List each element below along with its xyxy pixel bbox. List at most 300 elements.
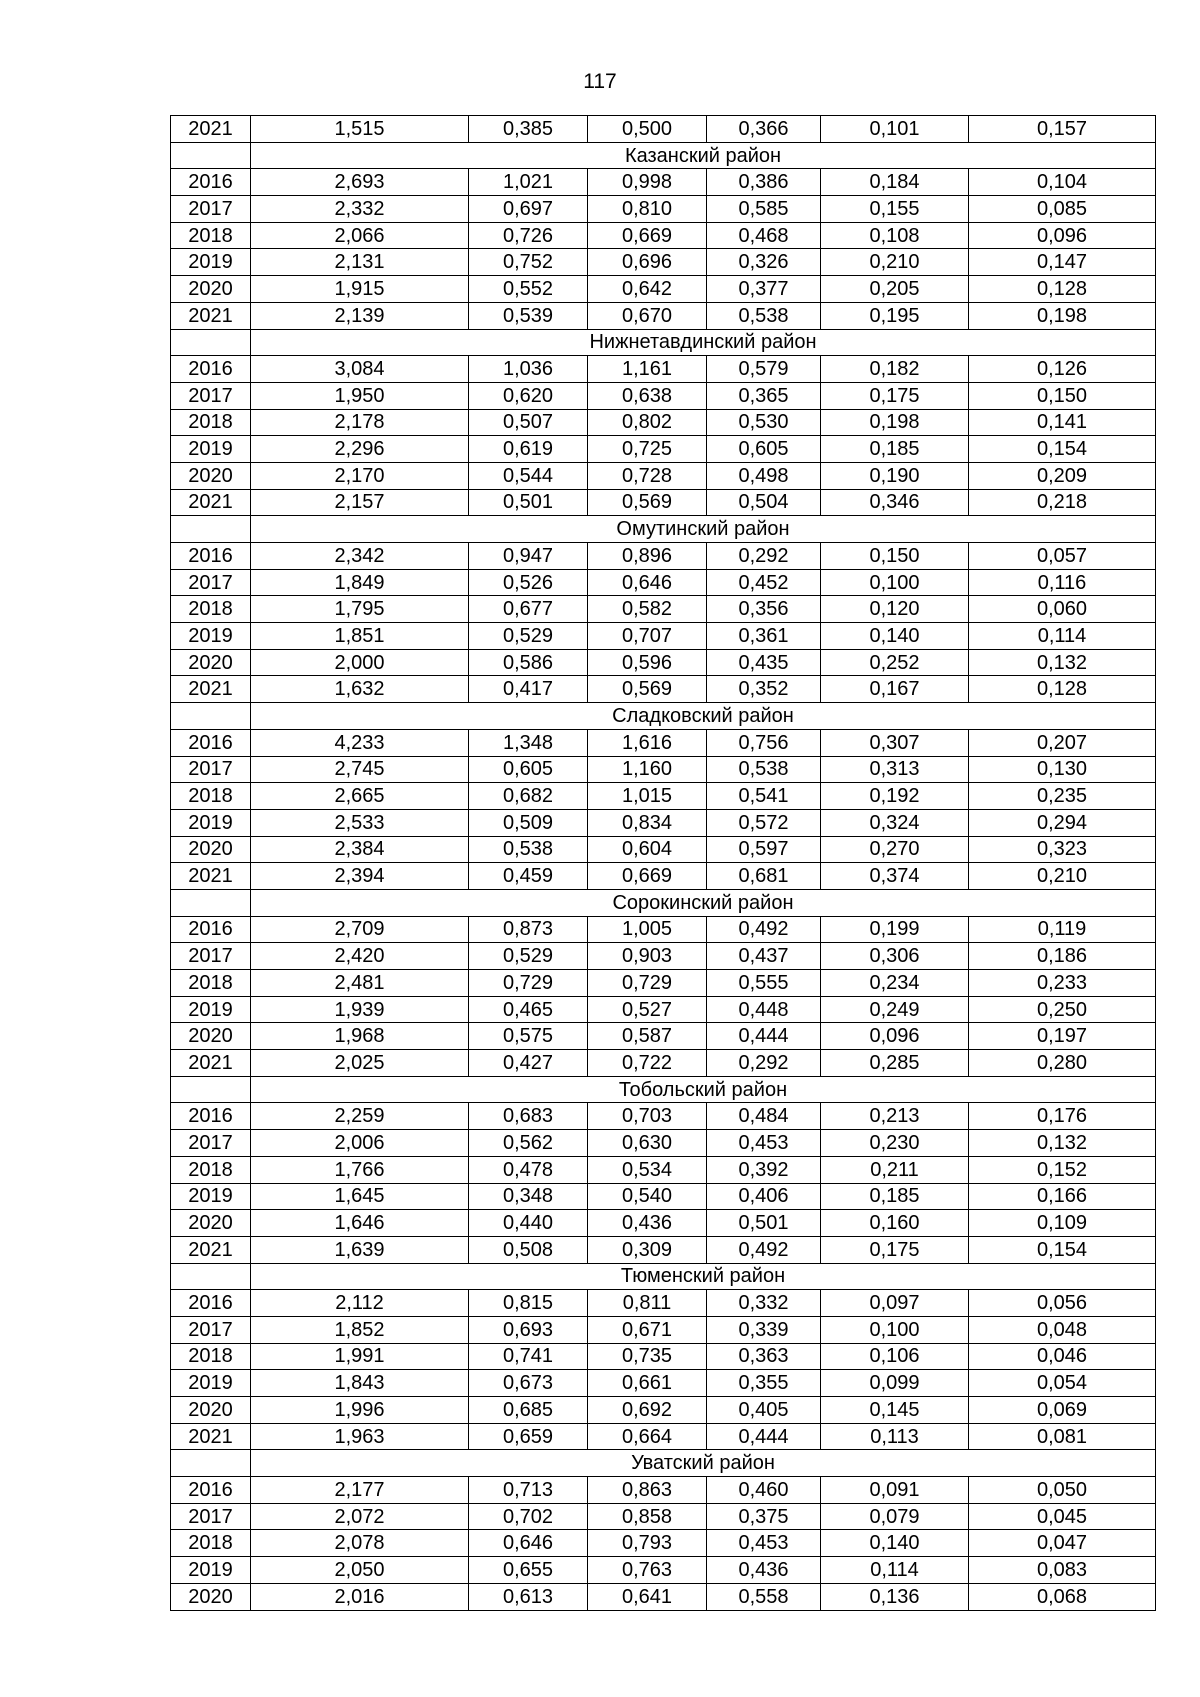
value-cell: 2,139 xyxy=(251,302,469,329)
region-name: Нижнетавдинский район xyxy=(251,329,1156,356)
value-cell: 0,307 xyxy=(821,729,969,756)
value-cell: 0,572 xyxy=(707,809,821,836)
table-row xyxy=(171,222,1156,249)
table-row xyxy=(171,1316,1156,1343)
empty-cell xyxy=(171,1076,251,1103)
value-cell: 0,763 xyxy=(588,1557,707,1584)
value-cell: 0,834 xyxy=(588,809,707,836)
value-cell: 1,616 xyxy=(588,729,707,756)
value-cell: 0,815 xyxy=(469,1290,588,1317)
empty-cell xyxy=(171,889,251,916)
value-cell: 0,106 xyxy=(821,1343,969,1370)
value-cell: 0,140 xyxy=(821,1530,969,1557)
year-cell: 2016 xyxy=(171,1103,251,1130)
value-cell: 0,527 xyxy=(588,996,707,1023)
value-cell: 0,147 xyxy=(969,249,1156,276)
value-cell: 2,332 xyxy=(251,196,469,223)
table-row xyxy=(171,569,1156,596)
value-cell: 0,752 xyxy=(469,249,588,276)
table-row xyxy=(171,196,1156,223)
value-cell: 0,141 xyxy=(969,409,1156,436)
value-cell: 0,873 xyxy=(469,916,588,943)
region-name: Сладковский район xyxy=(251,703,1156,730)
year-cell: 2016 xyxy=(171,916,251,943)
value-cell: 0,056 xyxy=(969,1290,1156,1317)
value-cell: 0,176 xyxy=(969,1103,1156,1130)
table-row xyxy=(171,729,1156,756)
year-cell: 2018 xyxy=(171,1156,251,1183)
value-cell: 0,492 xyxy=(707,916,821,943)
table-row xyxy=(171,1583,1156,1610)
empty-cell xyxy=(171,1450,251,1477)
value-cell: 2,131 xyxy=(251,249,469,276)
value-cell: 0,587 xyxy=(588,1023,707,1050)
value-cell: 0,802 xyxy=(588,409,707,436)
year-cell: 2021 xyxy=(171,863,251,890)
value-cell: 2,066 xyxy=(251,222,469,249)
value-cell: 0,459 xyxy=(469,863,588,890)
value-cell: 1,849 xyxy=(251,569,469,596)
value-cell: 1,645 xyxy=(251,1183,469,1210)
value-cell: 2,665 xyxy=(251,783,469,810)
year-cell: 2020 xyxy=(171,836,251,863)
value-cell: 0,569 xyxy=(588,676,707,703)
year-cell: 2020 xyxy=(171,276,251,303)
table-row xyxy=(171,489,1156,516)
value-cell: 0,484 xyxy=(707,1103,821,1130)
value-cell: 0,057 xyxy=(969,543,1156,570)
value-cell: 0,294 xyxy=(969,809,1156,836)
value-cell: 0,540 xyxy=(588,1183,707,1210)
value-cell: 0,096 xyxy=(821,1023,969,1050)
value-cell: 0,756 xyxy=(707,729,821,756)
value-cell: 0,582 xyxy=(588,596,707,623)
value-cell: 1,996 xyxy=(251,1397,469,1424)
table-row xyxy=(171,943,1156,970)
value-cell: 0,659 xyxy=(469,1423,588,1450)
value-cell: 3,084 xyxy=(251,356,469,383)
value-cell: 1,515 xyxy=(251,116,469,143)
value-cell: 0,597 xyxy=(707,836,821,863)
table-row xyxy=(171,863,1156,890)
table-row xyxy=(171,1023,1156,1050)
value-cell: 0,140 xyxy=(821,623,969,650)
value-cell: 0,646 xyxy=(588,569,707,596)
value-cell: 0,448 xyxy=(707,996,821,1023)
value-cell: 0,696 xyxy=(588,249,707,276)
value-cell: 0,435 xyxy=(707,649,821,676)
value-cell: 0,150 xyxy=(969,382,1156,409)
table-row xyxy=(171,783,1156,810)
table-row xyxy=(171,169,1156,196)
value-cell: 1,939 xyxy=(251,996,469,1023)
table-row xyxy=(171,1477,1156,1504)
value-cell: 0,339 xyxy=(707,1316,821,1343)
value-cell: 0,562 xyxy=(469,1130,588,1157)
value-cell: 0,579 xyxy=(707,356,821,383)
table-row xyxy=(171,1343,1156,1370)
value-cell: 0,619 xyxy=(469,436,588,463)
value-cell: 0,713 xyxy=(469,1477,588,1504)
value-cell: 0,693 xyxy=(469,1316,588,1343)
year-cell: 2018 xyxy=(171,1343,251,1370)
value-cell: 0,664 xyxy=(588,1423,707,1450)
table-row xyxy=(171,1050,1156,1077)
value-cell: 0,209 xyxy=(969,462,1156,489)
region-header-row xyxy=(171,889,1156,916)
value-cell: 0,045 xyxy=(969,1503,1156,1530)
year-cell: 2018 xyxy=(171,783,251,810)
value-cell: 0,641 xyxy=(588,1583,707,1610)
value-cell: 0,280 xyxy=(969,1050,1156,1077)
value-cell: 0,060 xyxy=(969,596,1156,623)
value-cell: 0,097 xyxy=(821,1290,969,1317)
year-cell: 2021 xyxy=(171,1050,251,1077)
value-cell: 2,693 xyxy=(251,169,469,196)
value-cell: 0,186 xyxy=(969,943,1156,970)
value-cell: 0,569 xyxy=(588,489,707,516)
value-cell: 0,620 xyxy=(469,382,588,409)
value-cell: 1,021 xyxy=(469,169,588,196)
value-cell: 0,427 xyxy=(469,1050,588,1077)
table-row xyxy=(171,649,1156,676)
year-cell: 2016 xyxy=(171,543,251,570)
value-cell: 0,682 xyxy=(469,783,588,810)
table-body xyxy=(171,116,1156,1611)
value-cell: 0,453 xyxy=(707,1530,821,1557)
value-cell: 0,128 xyxy=(969,676,1156,703)
year-cell: 2018 xyxy=(171,1530,251,1557)
value-cell: 0,596 xyxy=(588,649,707,676)
value-cell: 0,365 xyxy=(707,382,821,409)
value-cell: 0,509 xyxy=(469,809,588,836)
value-cell: 2,050 xyxy=(251,1557,469,1584)
table-row xyxy=(171,1423,1156,1450)
empty-cell xyxy=(171,1263,251,1290)
value-cell: 0,539 xyxy=(469,302,588,329)
value-cell: 0,947 xyxy=(469,543,588,570)
table-row xyxy=(171,1130,1156,1157)
value-cell: 0,104 xyxy=(969,169,1156,196)
value-cell: 1,915 xyxy=(251,276,469,303)
year-cell: 2016 xyxy=(171,1290,251,1317)
table-row xyxy=(171,970,1156,997)
value-cell: 0,460 xyxy=(707,1477,821,1504)
value-cell: 0,132 xyxy=(969,649,1156,676)
value-cell: 1,852 xyxy=(251,1316,469,1343)
region-header-row xyxy=(171,1450,1156,1477)
value-cell: 0,683 xyxy=(469,1103,588,1130)
value-cell: 0,113 xyxy=(821,1423,969,1450)
value-cell: 4,233 xyxy=(251,729,469,756)
value-cell: 0,128 xyxy=(969,276,1156,303)
value-cell: 2,170 xyxy=(251,462,469,489)
table-row xyxy=(171,1397,1156,1424)
table-row xyxy=(171,1290,1156,1317)
year-cell: 2017 xyxy=(171,196,251,223)
value-cell: 0,046 xyxy=(969,1343,1156,1370)
table-row xyxy=(171,756,1156,783)
empty-cell xyxy=(171,703,251,730)
value-cell: 0,154 xyxy=(969,1236,1156,1263)
value-cell: 2,157 xyxy=(251,489,469,516)
value-cell: 0,538 xyxy=(707,302,821,329)
table-row xyxy=(171,543,1156,570)
year-cell: 2020 xyxy=(171,462,251,489)
year-cell: 2016 xyxy=(171,356,251,383)
value-cell: 0,126 xyxy=(969,356,1156,383)
value-cell: 0,160 xyxy=(821,1210,969,1237)
year-cell: 2017 xyxy=(171,1130,251,1157)
value-cell: 0,501 xyxy=(469,489,588,516)
year-cell: 2017 xyxy=(171,943,251,970)
value-cell: 1,036 xyxy=(469,356,588,383)
table-row xyxy=(171,1370,1156,1397)
value-cell: 0,348 xyxy=(469,1183,588,1210)
value-cell: 0,728 xyxy=(588,462,707,489)
value-cell: 0,810 xyxy=(588,196,707,223)
value-cell: 0,207 xyxy=(969,729,1156,756)
value-cell: 0,406 xyxy=(707,1183,821,1210)
value-cell: 0,669 xyxy=(588,863,707,890)
value-cell: 1,991 xyxy=(251,1343,469,1370)
value-cell: 0,655 xyxy=(469,1557,588,1584)
value-cell: 0,392 xyxy=(707,1156,821,1183)
value-cell: 0,417 xyxy=(469,676,588,703)
region-header-row xyxy=(171,1076,1156,1103)
year-cell: 2018 xyxy=(171,409,251,436)
year-cell: 2019 xyxy=(171,249,251,276)
table-row xyxy=(171,676,1156,703)
value-cell: 2,481 xyxy=(251,970,469,997)
value-cell: 0,250 xyxy=(969,996,1156,1023)
value-cell: 0,145 xyxy=(821,1397,969,1424)
value-cell: 1,161 xyxy=(588,356,707,383)
table-row xyxy=(171,1503,1156,1530)
value-cell: 0,108 xyxy=(821,222,969,249)
value-cell: 0,352 xyxy=(707,676,821,703)
value-cell: 0,726 xyxy=(469,222,588,249)
year-cell: 2020 xyxy=(171,1397,251,1424)
value-cell: 0,538 xyxy=(707,756,821,783)
value-cell: 0,068 xyxy=(969,1583,1156,1610)
value-cell: 0,054 xyxy=(969,1370,1156,1397)
value-cell: 0,585 xyxy=(707,196,821,223)
value-cell: 0,192 xyxy=(821,783,969,810)
year-cell: 2017 xyxy=(171,756,251,783)
value-cell: 0,507 xyxy=(469,409,588,436)
value-cell: 0,101 xyxy=(821,116,969,143)
region-header-row xyxy=(171,703,1156,730)
year-cell: 2019 xyxy=(171,436,251,463)
value-cell: 1,015 xyxy=(588,783,707,810)
value-cell: 0,361 xyxy=(707,623,821,650)
value-cell: 0,642 xyxy=(588,276,707,303)
year-cell: 2019 xyxy=(171,1370,251,1397)
value-cell: 0,677 xyxy=(469,596,588,623)
year-cell: 2020 xyxy=(171,649,251,676)
year-cell: 2019 xyxy=(171,996,251,1023)
value-cell: 0,100 xyxy=(821,569,969,596)
region-name: Уватский район xyxy=(251,1450,1156,1477)
value-cell: 0,175 xyxy=(821,1236,969,1263)
value-cell: 2,533 xyxy=(251,809,469,836)
value-cell: 1,950 xyxy=(251,382,469,409)
table-row xyxy=(171,462,1156,489)
value-cell: 0,210 xyxy=(821,249,969,276)
value-cell: 0,377 xyxy=(707,276,821,303)
value-cell: 0,252 xyxy=(821,649,969,676)
value-cell: 0,374 xyxy=(821,863,969,890)
value-cell: 2,709 xyxy=(251,916,469,943)
table-row xyxy=(171,116,1156,143)
value-cell: 0,114 xyxy=(969,623,1156,650)
year-cell: 2019 xyxy=(171,623,251,650)
year-cell: 2018 xyxy=(171,222,251,249)
value-cell: 0,306 xyxy=(821,943,969,970)
value-cell: 0,114 xyxy=(821,1557,969,1584)
table-row xyxy=(171,276,1156,303)
page-number: 117 xyxy=(583,70,617,93)
year-cell: 2018 xyxy=(171,596,251,623)
value-cell: 0,152 xyxy=(969,1156,1156,1183)
value-cell: 0,529 xyxy=(469,623,588,650)
value-cell: 0,213 xyxy=(821,1103,969,1130)
region-name: Казанский район xyxy=(251,142,1156,169)
value-cell: 0,575 xyxy=(469,1023,588,1050)
value-cell: 0,661 xyxy=(588,1370,707,1397)
empty-cell xyxy=(171,142,251,169)
value-cell: 0,048 xyxy=(969,1316,1156,1343)
value-cell: 0,157 xyxy=(969,116,1156,143)
value-cell: 2,177 xyxy=(251,1477,469,1504)
value-cell: 0,166 xyxy=(969,1183,1156,1210)
table-row xyxy=(171,623,1156,650)
table-row xyxy=(171,809,1156,836)
value-cell: 0,119 xyxy=(969,916,1156,943)
year-cell: 2016 xyxy=(171,729,251,756)
value-cell: 0,673 xyxy=(469,1370,588,1397)
value-cell: 0,313 xyxy=(821,756,969,783)
value-cell: 0,050 xyxy=(969,1477,1156,1504)
value-cell: 2,006 xyxy=(251,1130,469,1157)
value-cell: 0,292 xyxy=(707,543,821,570)
value-cell: 2,420 xyxy=(251,943,469,970)
value-cell: 0,436 xyxy=(588,1210,707,1237)
value-cell: 0,529 xyxy=(469,943,588,970)
value-cell: 0,998 xyxy=(588,169,707,196)
value-cell: 0,385 xyxy=(469,116,588,143)
value-cell: 0,249 xyxy=(821,996,969,1023)
value-cell: 0,324 xyxy=(821,809,969,836)
value-cell: 0,326 xyxy=(707,249,821,276)
value-cell: 0,182 xyxy=(821,356,969,383)
year-cell: 2017 xyxy=(171,1316,251,1343)
region-name: Омутинский район xyxy=(251,516,1156,543)
value-cell: 0,670 xyxy=(588,302,707,329)
table-row xyxy=(171,1103,1156,1130)
value-cell: 0,508 xyxy=(469,1236,588,1263)
value-cell: 1,639 xyxy=(251,1236,469,1263)
value-cell: 0,903 xyxy=(588,943,707,970)
year-cell: 2017 xyxy=(171,569,251,596)
value-cell: 0,199 xyxy=(821,916,969,943)
value-cell: 2,000 xyxy=(251,649,469,676)
value-cell: 0,671 xyxy=(588,1316,707,1343)
value-cell: 0,452 xyxy=(707,569,821,596)
year-cell: 2021 xyxy=(171,116,251,143)
value-cell: 0,150 xyxy=(821,543,969,570)
value-cell: 0,453 xyxy=(707,1130,821,1157)
value-cell: 0,116 xyxy=(969,569,1156,596)
value-cell: 0,741 xyxy=(469,1343,588,1370)
value-cell: 0,190 xyxy=(821,462,969,489)
value-cell: 0,863 xyxy=(588,1477,707,1504)
value-cell: 0,270 xyxy=(821,836,969,863)
value-cell: 0,079 xyxy=(821,1503,969,1530)
value-cell: 1,348 xyxy=(469,729,588,756)
value-cell: 0,091 xyxy=(821,1477,969,1504)
value-cell: 2,025 xyxy=(251,1050,469,1077)
empty-cell xyxy=(171,329,251,356)
value-cell: 0,729 xyxy=(469,970,588,997)
value-cell: 1,766 xyxy=(251,1156,469,1183)
value-cell: 0,685 xyxy=(469,1397,588,1424)
value-cell: 0,613 xyxy=(469,1583,588,1610)
value-cell: 1,795 xyxy=(251,596,469,623)
year-cell: 2016 xyxy=(171,169,251,196)
value-cell: 2,016 xyxy=(251,1583,469,1610)
value-cell: 0,083 xyxy=(969,1557,1156,1584)
table-row xyxy=(171,1557,1156,1584)
value-cell: 0,697 xyxy=(469,196,588,223)
region-header-row xyxy=(171,329,1156,356)
value-cell: 0,198 xyxy=(969,302,1156,329)
value-cell: 0,538 xyxy=(469,836,588,863)
value-cell: 0,175 xyxy=(821,382,969,409)
value-cell: 0,366 xyxy=(707,116,821,143)
value-cell: 0,725 xyxy=(588,436,707,463)
value-cell: 0,211 xyxy=(821,1156,969,1183)
value-cell: 0,440 xyxy=(469,1210,588,1237)
value-cell: 0,692 xyxy=(588,1397,707,1424)
value-cell: 2,745 xyxy=(251,756,469,783)
year-cell: 2021 xyxy=(171,489,251,516)
value-cell: 0,436 xyxy=(707,1557,821,1584)
table-row xyxy=(171,302,1156,329)
year-cell: 2021 xyxy=(171,302,251,329)
year-cell: 2016 xyxy=(171,1477,251,1504)
value-cell: 2,342 xyxy=(251,543,469,570)
value-cell: 0,185 xyxy=(821,1183,969,1210)
table-row xyxy=(171,836,1156,863)
value-cell: 0,552 xyxy=(469,276,588,303)
year-cell: 2019 xyxy=(171,809,251,836)
table-row xyxy=(171,996,1156,1023)
value-cell: 0,605 xyxy=(707,436,821,463)
table-row xyxy=(171,409,1156,436)
value-cell: 0,638 xyxy=(588,382,707,409)
value-cell: 0,132 xyxy=(969,1130,1156,1157)
table-row xyxy=(171,1236,1156,1263)
table-row xyxy=(171,596,1156,623)
value-cell: 0,722 xyxy=(588,1050,707,1077)
value-cell: 0,100 xyxy=(821,1316,969,1343)
value-cell: 0,555 xyxy=(707,970,821,997)
value-cell: 0,500 xyxy=(588,116,707,143)
value-cell: 0,604 xyxy=(588,836,707,863)
table-row xyxy=(171,1156,1156,1183)
